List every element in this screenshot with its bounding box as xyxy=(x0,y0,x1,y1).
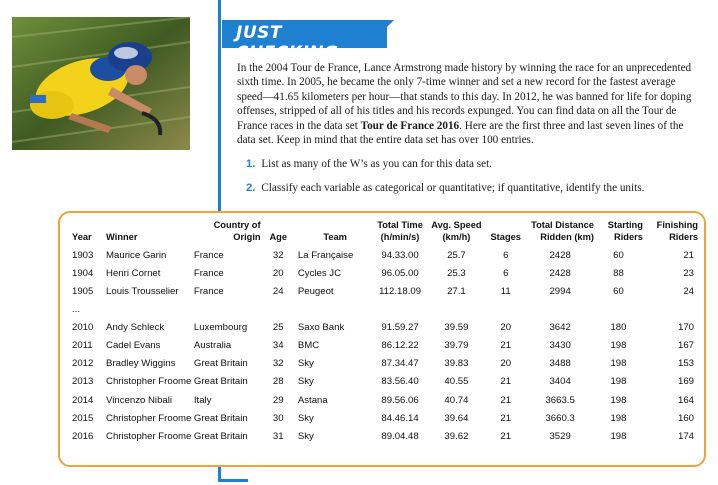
cell-country: France xyxy=(193,286,224,298)
intro-paragraph xyxy=(237,61,702,147)
cell-finishing-riders: 170 xyxy=(677,321,694,333)
cell-age: 28 xyxy=(272,376,284,388)
cell-avg-speed: 40.55 xyxy=(444,376,469,388)
cell-age: 29 xyxy=(272,394,284,406)
table-row xyxy=(66,354,704,372)
cell-age: 32 xyxy=(272,358,284,370)
cell-starting-riders: 88 xyxy=(613,267,624,279)
cell-year: 1905 xyxy=(72,286,94,298)
question-2-text: Classify each variable as categorical or quantitative; if quantitative, identify the units. xyxy=(261,182,645,194)
cell-winner: Vincenzo Nibali xyxy=(106,394,172,406)
cell-winner: Bradley Wiggins xyxy=(106,358,176,370)
accent-rule-top xyxy=(218,0,221,214)
cell-total-distance: 3660.3 xyxy=(545,413,575,425)
cell-team: Sky xyxy=(297,413,314,425)
table-row xyxy=(66,318,704,336)
cell-year: 2012 xyxy=(72,358,94,370)
cell-team: Cycles JC xyxy=(297,267,342,279)
cell-avg-speed: 39.83 xyxy=(444,358,469,370)
cell-team: Sky xyxy=(297,431,314,443)
cell-winner: Louis Trousselier xyxy=(106,286,179,298)
cell-age: 32 xyxy=(272,249,284,261)
cell-total-time: 94.33.00 xyxy=(381,249,419,261)
question-2 xyxy=(246,182,644,194)
cell-finishing-riders: 23 xyxy=(683,267,694,279)
cell-starting-riders: 180 xyxy=(610,321,627,333)
question-1 xyxy=(246,158,492,170)
cell-finishing-riders: 24 xyxy=(683,286,694,298)
cell-winner: Christopher Froome xyxy=(106,431,192,443)
question-1-text: List as many of the W’s as you can for this data set. xyxy=(261,158,492,170)
cell-starting-riders: 198 xyxy=(610,413,627,425)
cell-year: 2016 xyxy=(72,431,94,443)
cell-total-time: 86.12.22 xyxy=(381,339,419,351)
cell-winner: Cadel Evans xyxy=(106,339,161,351)
cell-stages: 21 xyxy=(500,339,512,351)
cell-total-distance: 2994 xyxy=(549,286,571,298)
cell-total-time: 87.34.47 xyxy=(381,358,419,370)
cell-total-distance: 3430 xyxy=(549,339,571,351)
cell-total-time: 89.04.48 xyxy=(381,431,419,443)
cell-starting-riders: 60 xyxy=(613,286,624,298)
cell-total-time: 91.59.27 xyxy=(381,321,419,333)
cyclist-photo xyxy=(12,17,190,150)
cell-year: 1904 xyxy=(72,267,94,279)
cell-country: Luxembourg xyxy=(193,321,248,333)
cell-total-time: 96.05.00 xyxy=(381,267,419,279)
cell-year: 2010 xyxy=(72,321,94,333)
header-team: Team xyxy=(323,232,347,242)
cell-avg-speed: 40.74 xyxy=(444,394,469,406)
cell-stages: 11 xyxy=(500,286,511,298)
table-row xyxy=(66,336,704,354)
table-row xyxy=(66,246,704,264)
cell-starting-riders: 198 xyxy=(610,358,627,370)
table-row xyxy=(66,409,704,427)
cell-avg-speed: 27.1 xyxy=(447,286,466,298)
cell-starting-riders: 198 xyxy=(610,339,627,351)
cell-total-time: 84.46.14 xyxy=(381,413,419,425)
cell-avg-speed: 39.62 xyxy=(444,431,469,443)
cell-stages: 20 xyxy=(500,321,512,333)
cell-stages: 21 xyxy=(500,394,512,406)
ellipsis: ... xyxy=(72,303,80,315)
cell-starting-riders: 198 xyxy=(610,394,627,406)
cell-stages: 6 xyxy=(503,267,509,279)
tour-de-france-table-frame xyxy=(58,211,706,467)
cell-country: France xyxy=(193,267,224,279)
cell-total-distance: 3404 xyxy=(549,376,571,388)
cell-team: Peugeot xyxy=(297,286,334,298)
cell-team: Astana xyxy=(297,394,328,406)
cell-finishing-riders: 174 xyxy=(677,431,694,443)
cell-total-time: 89.56.06 xyxy=(381,394,419,406)
cell-age: 25 xyxy=(272,321,284,333)
intro-text-part2: . Here are the first three and last seven lines of the data set. Keep in mind that the entire data set has over 100 entries. xyxy=(237,119,684,147)
cell-year: 2011 xyxy=(72,339,93,351)
cell-total-distance: 3529 xyxy=(549,431,571,443)
cell-country: France xyxy=(193,249,224,261)
cell-total-distance: 2428 xyxy=(549,267,571,279)
cell-team: BMC xyxy=(297,339,320,351)
cell-country: Great Britain xyxy=(193,431,248,443)
cell-team: Sky xyxy=(297,376,314,388)
cell-avg-speed: 39.59 xyxy=(444,321,469,333)
header-winner: Winner xyxy=(106,232,138,242)
header-age: Age xyxy=(269,232,288,242)
cell-year: 2013 xyxy=(72,376,94,388)
question-2-number: 2. xyxy=(246,182,256,194)
cell-winner: Maurice Garin xyxy=(106,249,167,261)
cell-total-distance: 3642 xyxy=(549,321,571,333)
banner-notch xyxy=(380,20,394,34)
cell-avg-speed: 25.3 xyxy=(447,267,466,279)
cell-team: Sky xyxy=(297,358,314,370)
cell-country: Great Britain xyxy=(193,376,248,388)
cell-age: 24 xyxy=(272,286,284,298)
cell-team: Saxo Bank xyxy=(297,321,345,333)
cell-total-distance: 3488 xyxy=(549,358,571,370)
cell-total-distance: 2428 xyxy=(549,249,571,261)
header-total-time: Total Time (h/min/s) xyxy=(377,220,423,242)
cell-total-distance: 3663.5 xyxy=(545,394,575,406)
cell-finishing-riders: 167 xyxy=(677,339,694,351)
cell-finishing-riders: 21 xyxy=(683,249,694,261)
cell-stages: 21 xyxy=(500,376,512,388)
intro-text-part1: In the 2004 Tour de France, Lance Armstrong made history by winning the race for an unprecedented sixth time. In 2005, he became the only 7-time winner and set a new record for the fastest average speed—41.65 kilometers per hour—that stands to this day. In 2012, he was banned for life for doping offenses, stripped of all of his titles and his records expunged. You can find data on all the Tour de France races in the data set xyxy=(237,62,692,132)
cell-starting-riders: 60 xyxy=(613,249,624,261)
dataset-name: Tour de France 2016 xyxy=(360,119,460,132)
cell-winner: Andy Schleck xyxy=(106,321,165,333)
cell-finishing-riders: 164 xyxy=(677,394,694,406)
cell-age: 34 xyxy=(272,339,284,351)
cell-starting-riders: 198 xyxy=(610,376,627,388)
just-checking-banner xyxy=(222,20,387,63)
header-starting-riders: Starting Riders xyxy=(607,220,643,242)
cell-country: Great Britain xyxy=(193,413,248,425)
cell-finishing-riders: 169 xyxy=(677,376,694,388)
cell-age: 31 xyxy=(272,431,284,443)
header-avg-speed: Avg. Speed (km/h) xyxy=(431,220,482,242)
cell-age: 30 xyxy=(272,413,284,425)
cell-winner: Christopher Froome xyxy=(106,413,192,425)
cell-avg-speed: 39.79 xyxy=(444,339,469,351)
cell-stages: 21 xyxy=(500,413,512,425)
cell-total-time: 83.56.40 xyxy=(381,376,419,388)
table-header-row xyxy=(66,219,704,246)
header-year: Year xyxy=(72,232,92,242)
cell-country: Italy xyxy=(193,394,212,406)
cell-age: 20 xyxy=(272,267,284,279)
cell-team: La Française xyxy=(297,249,354,261)
cell-avg-speed: 25.7 xyxy=(447,249,466,261)
cell-finishing-riders: 153 xyxy=(677,358,694,370)
cell-year: 2015 xyxy=(72,413,94,425)
cell-winner: Christopher Froome xyxy=(106,376,192,388)
header-stages: Stages xyxy=(490,232,521,242)
cell-stages: 21 xyxy=(500,431,512,443)
table-row xyxy=(66,391,704,409)
cell-year: 1903 xyxy=(72,249,94,261)
accent-rule-foot xyxy=(218,479,248,482)
header-country: Country of Origin xyxy=(213,220,261,242)
cell-winner: Henri Cornet xyxy=(106,267,161,279)
cell-country: Australia xyxy=(193,339,232,351)
cell-year: 2014 xyxy=(72,394,94,406)
header-total-distance: Total Distance Ridden (km) xyxy=(531,220,594,242)
table-row xyxy=(66,283,704,301)
cell-total-time: 112.18.09 xyxy=(379,286,422,298)
banner-title: JUST CHECKING xyxy=(236,23,339,63)
table-row xyxy=(66,428,704,446)
table-row xyxy=(66,373,704,391)
cell-stages: 6 xyxy=(503,249,509,261)
cell-finishing-riders: 160 xyxy=(677,413,694,425)
question-1-number: 1. xyxy=(246,158,256,170)
cell-starting-riders: 198 xyxy=(610,431,627,443)
table-ellipsis-row xyxy=(66,301,704,318)
header-finishing-riders: Finishing Riders xyxy=(656,220,698,242)
cell-avg-speed: 39.64 xyxy=(444,413,469,425)
cell-stages: 20 xyxy=(500,358,512,370)
tour-de-france-table xyxy=(66,219,704,446)
cell-country: Great Britain xyxy=(193,358,248,370)
table-row xyxy=(66,264,704,282)
